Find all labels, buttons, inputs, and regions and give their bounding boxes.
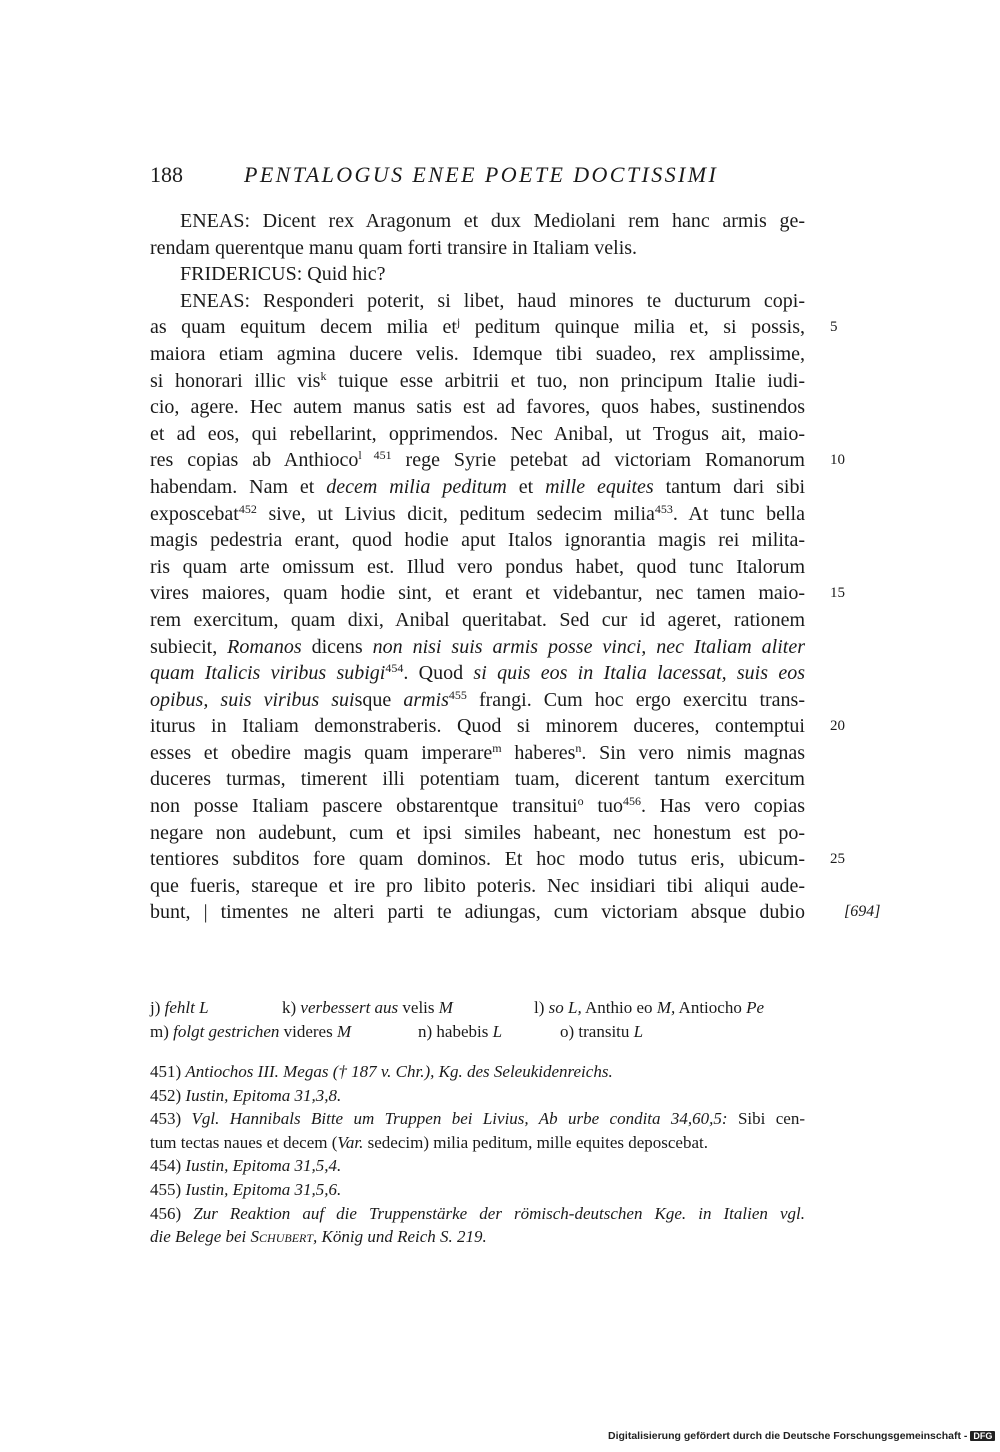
- line-number-25: 25: [830, 851, 845, 868]
- footnote-455: 455) Iustin, Epitoma 31,5,6.: [150, 1179, 342, 1199]
- text-line: que fueris, stareque et ire pro libito poteris. Nec insidiari tibi aliqui aude-: [150, 874, 805, 897]
- text-line: iturus in Italiam demonstraberis. Quod si minorem duceres, contemptui 20: [150, 713, 805, 740]
- text-line: et ad eos, qui rebellarint, opprimendos. Nec Anibal, ut Trogus ait, maio-: [150, 422, 805, 445]
- main-text: [150, 208, 881, 926]
- page-header: [150, 162, 810, 196]
- text-line: esses et obedire magis quam imperare$^m$ haberes$^n$. Sin vero nimis magnas: [150, 740, 805, 764]
- footnote-456: 456) Zur Reaktion auf die Truppenstärke der römisch-deutschen Kge. in Italien vgl.: [150, 1203, 805, 1223]
- footnote-451: 451) Antiochos III. Megas († 187 v. Chr.), Kg. des Seleukidenreichs.: [150, 1062, 613, 1081]
- footnotes: [150, 1060, 805, 1249]
- text-line: non posse Italiam pascere obstarentque transitui$^o$ tuo$^{456}$. Has vero copias: [150, 794, 805, 818]
- line-number-5: 5: [830, 319, 838, 336]
- line-number-15: 15: [830, 585, 845, 602]
- text-line: ENEAS: Dicent rex Aragonum et dux Mediolani rem hanc armis ge-: [180, 210, 805, 232]
- folio-mark: [694]: [844, 903, 881, 921]
- text-line: habendam. Nam et decem milia peditum et mille equites tantum dari sibi: [150, 475, 806, 498]
- footnote-456-cont: die Belege bei Schubert, König und Reich S. 219.: [150, 1227, 487, 1247]
- apparatus-line: [150, 996, 810, 1020]
- apparatus-entry-o: o) transitu L: [560, 1022, 644, 1041]
- text-line: tentiores subditos fore quam dominos. Et hoc modo tutus eris, ubicum- 25: [150, 846, 805, 873]
- text-line: ris quam arte omissum est. Illud vero pondus habet, quod tunc Italorum: [150, 555, 805, 578]
- dfg-logo: DFG: [970, 1431, 995, 1441]
- text-line: subiecit, Romanos dicens non nisi suis armis posse vinci, nec Italiam aliter: [150, 635, 805, 658]
- text-line: magis pedestria erant, quod hodie aput Italos ignorantia magis rei milita-: [150, 529, 805, 552]
- text-line: ENEAS: Responderi poterit, si libet, haud minores te ducturum copi-: [180, 289, 805, 312]
- footnote-454: 454) Iustin, Epitoma 31,5,4.: [150, 1156, 342, 1176]
- text-line: negare non audebunt, cum et ipsi similes habeant, nec honestum est po-: [150, 821, 805, 844]
- text-line: rem exercitum, quam dixi, Anibal queritabat. Sed cur id ageret, rationem: [150, 608, 805, 631]
- text-line: opibus, suis viribus suisque armis$^{455}$ frangi. Cum hoc ergo exercitu trans-: [150, 687, 805, 711]
- text-line: as quam equitum decem milia $et^j$ peditum quinque milia et, si possis, 5: [150, 314, 805, 341]
- text-line: si honorari illic vis$^k$ tuique esse arbitrii et tuo, non principum Italie iudi-: [150, 368, 805, 392]
- apparatus-line: [150, 1020, 810, 1044]
- text-line: bunt, | timentes ne alteri parti te adiungas, cum victoriam absque dubio [694]: [150, 899, 805, 926]
- line-number-20: 20: [830, 718, 845, 735]
- digitization-footer: [608, 1430, 995, 1442]
- line-number-10: 10: [830, 452, 845, 469]
- apparatus-entry-n: n) habebis L: [418, 1022, 503, 1041]
- apparatus-entry-j: j) fehlt L: [150, 998, 209, 1017]
- footnote-452: 452) Iustin, Epitoma 31,3,8.: [150, 1085, 342, 1105]
- critical-apparatus: [150, 996, 810, 1044]
- footer-text: Digitalisierung gefördert durch die Deutsche Forschungsgemeinschaft -: [608, 1430, 968, 1442]
- text-line: rendam querentque manu quam forti transire in Italiam velis.: [150, 236, 638, 259]
- text-line: vires maiores, quam hodie sint, et erant et videbantur, nec tamen maio- 15: [150, 580, 805, 607]
- text-line: res copias ab Anthioco$^{l 451}$ rege Syrie petebat ad victoriam Romanorum 10: [150, 447, 805, 474]
- footnote-453-cont: tum tectas naues et decem (Var. sedecim) milia peditum, mille equites deposcebat.: [150, 1132, 708, 1152]
- text-line: quam Italicis viribus subigi$^{454}$. Quod si quis eos in Italia lacessat, suis eos: [150, 661, 805, 685]
- text-line: cio, agere. Hec autem manus satis est ad favores, quos habes, sustinendos: [150, 396, 805, 419]
- apparatus-entry-l: l) so L, Anthio eo M, Antiocho Pe: [534, 998, 765, 1017]
- text-line: FRIDERICUS: Quid hic?: [180, 263, 386, 286]
- page-number: 188: [150, 162, 183, 187]
- apparatus-entry-k: k) verbessert aus velis M: [282, 998, 453, 1017]
- text-line: duceres turmas, timerent illi potentiam tuam, dicerent tantum exercitum: [150, 768, 805, 791]
- apparatus-entry-m: m) folgt gestrichen videres M: [150, 1022, 352, 1041]
- text-line: exposcebat$^{452}$ sive, ut Livius dicit, peditum sedecim milia$^{453}$. At tunc bella: [150, 501, 805, 525]
- running-title: PENTALOGUS ENEE POETE DOCTISSIMI: [244, 162, 719, 187]
- text-line: maiora etiam agmina ducere velis. Idemque tibi suadeo, rex amplissime,: [150, 342, 805, 365]
- footnote-453: 453) Vgl. Hannibals Bitte um Truppen bei Livius, Ab urbe condita 34,60,5: Sibi cen-: [150, 1109, 805, 1129]
